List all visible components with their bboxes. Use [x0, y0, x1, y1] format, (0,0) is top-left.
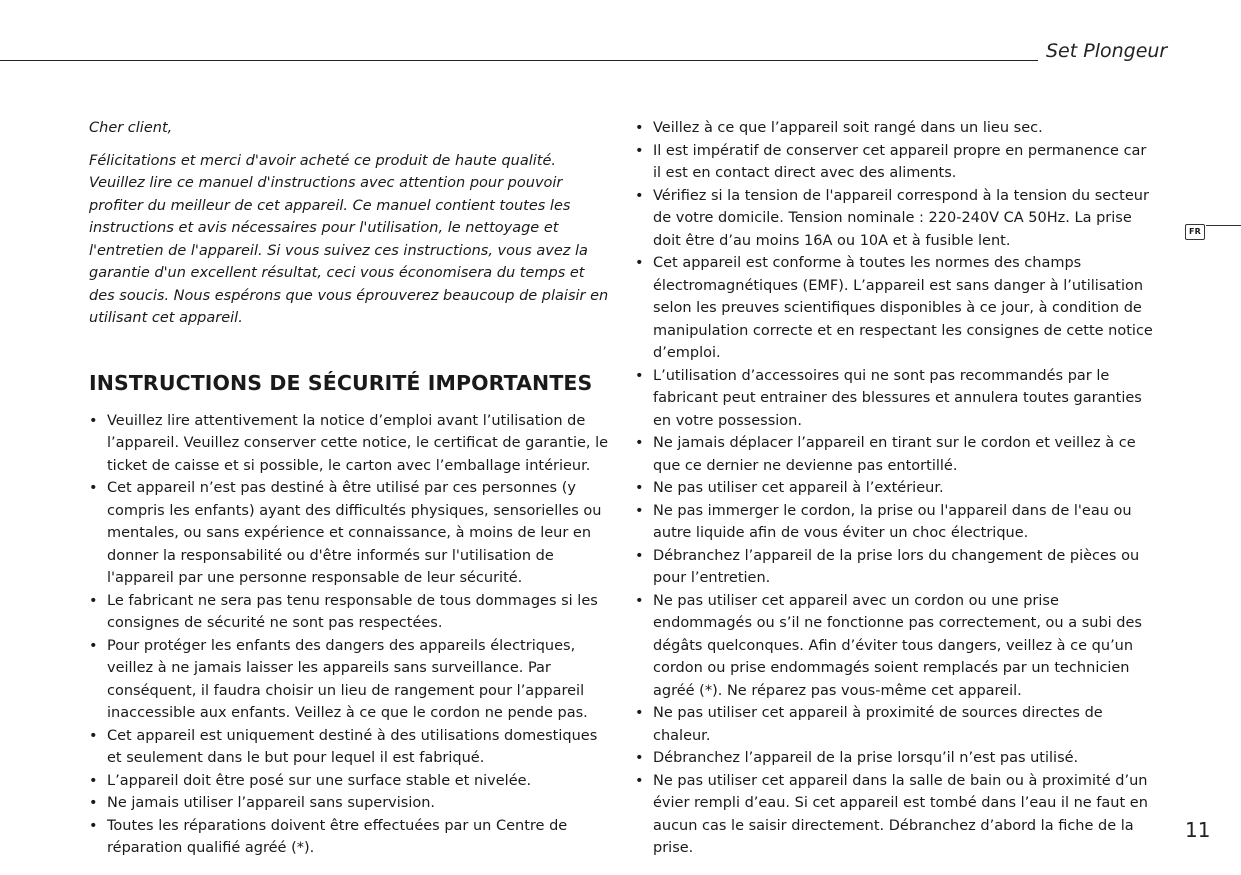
list-item: • Toutes les réparations doivent être effectuées par un Centre de réparation qualifié agréé (*).	[89, 815, 611, 860]
header-rule	[0, 60, 1038, 61]
intro-paragraph: Félicitations et merci d'avoir acheté ce produit de haute qualité. Veuillez lire ce manuel d'instructions avec attention pour pouvoir profiter du meilleur de cet appareil. Ce manuel contient toutes les instructions et avis nécessaires pour l'utilisation, le nettoyage et l'entretien de l'appareil. Si vous suivez ces instructions, vous avez la garantie d'un excellent résultat, ceci vous économisera du temps et des soucis. Nous espérons que vous éprouverez beaucoup de plaisir en utilisant cet appareil.	[89, 152, 609, 326]
list-item: • Pour protéger les enfants des dangers des appareils électriques, veillez à ne jamais laisser les appareils sans surveillance. Par conséquent, il faudra choisir un lieu de rangement pour l’appareil inaccessible aux enfants. Veillez à ce que le cordon ne pende pas.	[89, 635, 611, 725]
list-item: • L’utilisation d’accessoires qui ne sont pas recommandés par le fabricant peut entrainer des blessures et annulera toutes garanties en votre possession.	[635, 365, 1153, 433]
page-number: 11	[1185, 818, 1211, 842]
list-item: • Cet appareil est uniquement destiné à des utilisations domestiques et seulement dans le but pour lequel il est fabriqué.	[89, 725, 611, 770]
language-tab-rule	[1206, 225, 1241, 226]
list-item: • Ne pas utiliser cet appareil à proximité de sources directes de chaleur.	[635, 702, 1153, 747]
list-item: • Ne jamais déplacer l’appareil en tirant sur le cordon et veillez à ce que ce dernier ne devienne pas entortillé.	[635, 432, 1153, 477]
list-item: • Cet appareil est conforme à toutes les normes des champs électromagnétiques (EMF). L’appareil est sans danger à l’utilisation selon les preuves scientifiques disponibles à ce jour, à condition de manipulation correcte et en respectant les consignes de cette notice d’emploi.	[635, 252, 1153, 365]
list-item: • Ne jamais utiliser l’appareil sans supervision.	[89, 792, 611, 815]
list-item: • Débranchez l’appareil de la prise lorsqu’il n’est pas utilisé.	[635, 747, 1153, 770]
language-tab: FR	[1185, 224, 1205, 240]
document-title: Set Plongeur	[1046, 40, 1168, 62]
list-item: • Cet appareil n’est pas destiné à être utilisé par ces personnes (y compris les enfants) ayant des difficultés physiques, sensorielles ou mentales, ou sans expérience et connaissance, à moins de leur en donner la responsabilité ou d'être informés sur l'utilisation de l'appareil par une personne responsable de leur sécurité.	[89, 477, 611, 590]
list-item: • Veillez à ce que l’appareil soit rangé dans un lieu sec.	[635, 117, 1153, 140]
greeting: Cher client,	[89, 120, 173, 136]
left-column	[89, 117, 611, 860]
list-item: • Ne pas immerger le cordon, la prise ou l'appareil dans de l'eau ou autre liquide afin de vous éviter un choc électrique.	[635, 500, 1153, 545]
list-item: • Il est impératif de conserver cet appareil propre en permanence car il est en contact direct avec des aliments.	[635, 140, 1153, 185]
list-item: • Ne pas utiliser cet appareil dans la salle de bain ou à proximité d’un évier rempli d’eau. Si cet appareil est tombé dans l’eau il ne faut en aucun cas le saisir directement. Débranchez d’abord la fiche de la prise.	[635, 770, 1153, 860]
right-column	[635, 117, 1153, 860]
safety-list-left	[89, 410, 611, 860]
list-item: • Débranchez l’appareil de la prise lors du changement de pièces ou pour l’entretien.	[635, 545, 1153, 590]
safety-list-right	[635, 117, 1153, 860]
list-item: • Ne pas utiliser cet appareil avec un cordon ou une prise endommagés ou s’il ne fonctionne pas correctement, ou a subi des dégâts quelconques. Afin d’éviter tous dangers, veillez à ce qu’un cordon ou prise endommagés soient remplacés par un technicien agréé (*). Ne réparez pas vous-même cet appareil.	[635, 590, 1153, 703]
safety-heading: INSTRUCTIONS DE SÉCURITÉ IMPORTANTES	[89, 370, 593, 395]
list-item: • Ne pas utiliser cet appareil à l’extérieur.	[635, 477, 1153, 500]
list-item: • L’appareil doit être posé sur une surface stable et nivelée.	[89, 770, 611, 793]
list-item: • Veuillez lire attentivement la notice d’emploi avant l’utilisation de l’appareil. Veuillez conserver cette notice, le certificat de garantie, le ticket de caisse et si possible, le carton avec l’emballage intérieur.	[89, 410, 611, 478]
list-item: • Le fabricant ne sera pas tenu responsable de tous dommages si les consignes de sécurité ne sont pas respectées.	[89, 590, 611, 635]
list-item: • Vérifiez si la tension de l'appareil correspond à la tension du secteur de votre domicile. Tension nominale : 220-240V CA 50Hz. La prise doit être d’au moins 16A ou 10A et à fusible lent.	[635, 185, 1153, 253]
